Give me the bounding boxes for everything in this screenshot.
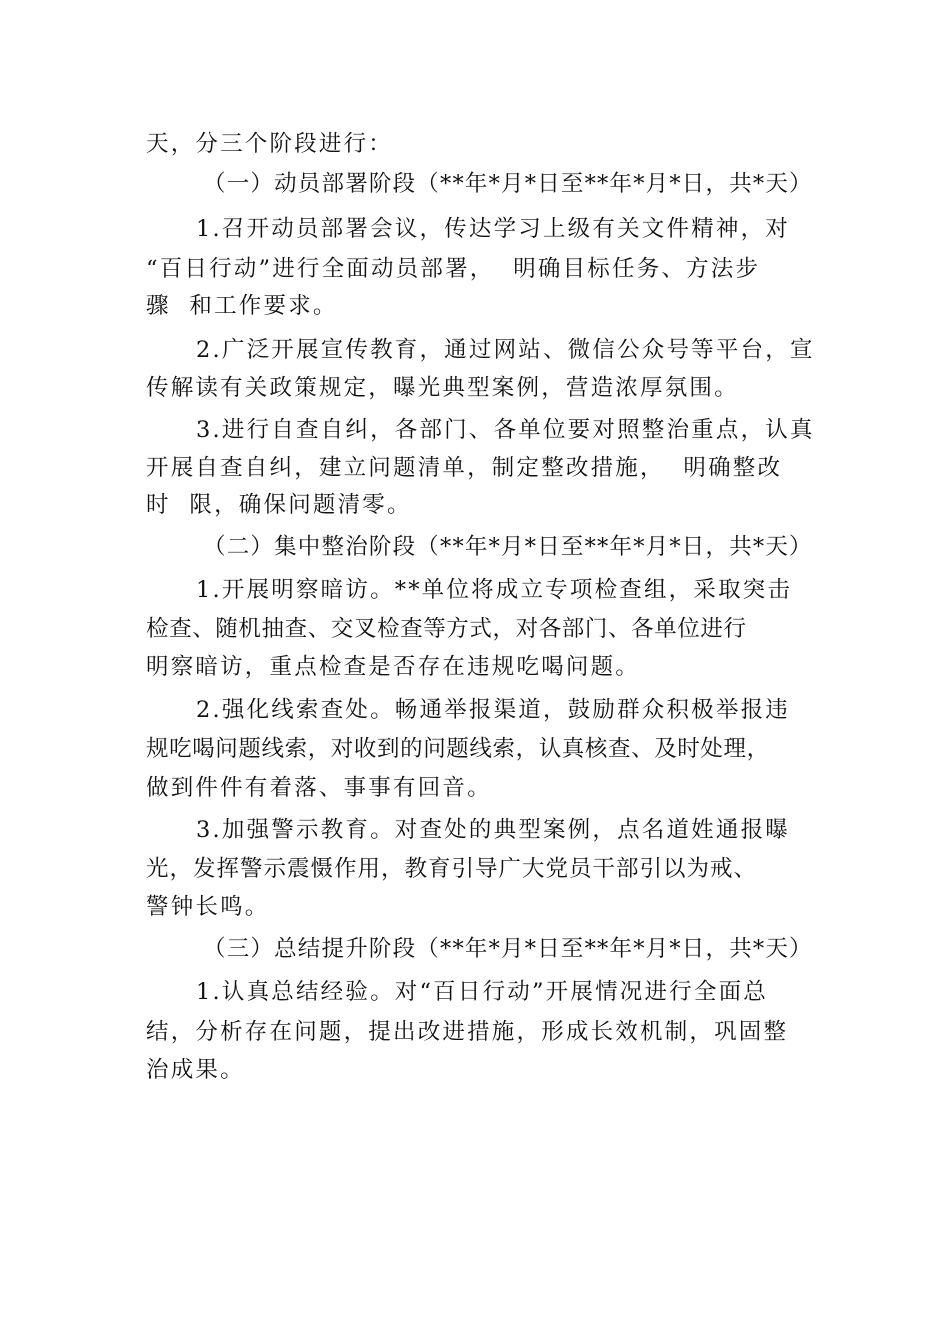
item-1-1-line-2: “百日行动”进行全面动员部署， 明确目标任务、方法步 — [146, 256, 761, 282]
item-2-3-line-2: 光，发挥警示震慑作用，教育引导广大党员干部引以为戒、 — [146, 856, 758, 882]
item-2-1-line-2: 检查、随机抽查、交叉检查等方式，对各部门、各单位进行 — [146, 616, 747, 642]
body-line-intro: 天，分三个阶段进行： — [146, 131, 394, 157]
item-2-1-line-1: 1.开展明察暗访。**单位将成立专项检查组，采取突击 — [196, 577, 793, 603]
item-3-1-line-1: 1.认真总结经验。对“百日行动”开展情况进行全面总 — [196, 979, 768, 1005]
item-1-1-line-3: 骤 和工作要求。 — [146, 293, 338, 319]
item-3-1-line-3: 治成果。 — [146, 1057, 245, 1083]
item-1-3-line-3: 时 限，确保问题清零。 — [146, 492, 412, 518]
item-2-3-line-1: 3.加强警示教育。对查处的典型案例，点名道姓通报曝 — [196, 817, 790, 843]
item-1-3-line-1: 3.进行自查自纠，各部门、各单位要对照整治重点，认真 — [196, 417, 815, 443]
item-2-1-line-3: 明察暗访，重点检查是否存在违规吃喝问题。 — [146, 654, 641, 680]
item-1-2-line-1: 2.广泛开展宣传教育，通过网站、微信公众号等平台，宣 — [196, 337, 815, 363]
item-2-3-line-3: 警钟长鸣。 — [146, 894, 270, 920]
item-1-3-line-2: 开展自查自纠，建立问题清单，制定整改措施， 明确整改 — [146, 455, 783, 481]
section-heading-3: （三）总结提升阶段（**年*月*日至**年*月*日，共*天） — [203, 936, 813, 962]
section-heading-2: （二）集中整治阶段（**年*月*日至**年*月*日，共*天） — [203, 534, 813, 560]
item-2-2-line-2: 规吃喝问题线索，对收到的问题线索，认真核查、及时处理， — [146, 736, 770, 762]
item-1-2-line-2: 传解读有关政策规定，曝光典型案例，营造浓厚氛围。 — [146, 375, 739, 401]
item-2-2-line-3: 做到件件有着落、事事有回音。 — [146, 775, 492, 801]
section-heading-1: （一）动员部署阶段（**年*月*日至**年*月*日，共*天） — [203, 171, 813, 197]
item-3-1-line-2: 结，分析存在问题，提出改进措施，形成长效机制，巩固整 — [146, 1019, 789, 1045]
item-1-1-line-1: 1.召开动员部署会议，传达学习上级有关文件精神，对 — [196, 216, 790, 242]
item-2-2-line-1: 2.强化线索查处。畅通举报渠道，鼓励群众积极举报违 — [196, 697, 790, 723]
